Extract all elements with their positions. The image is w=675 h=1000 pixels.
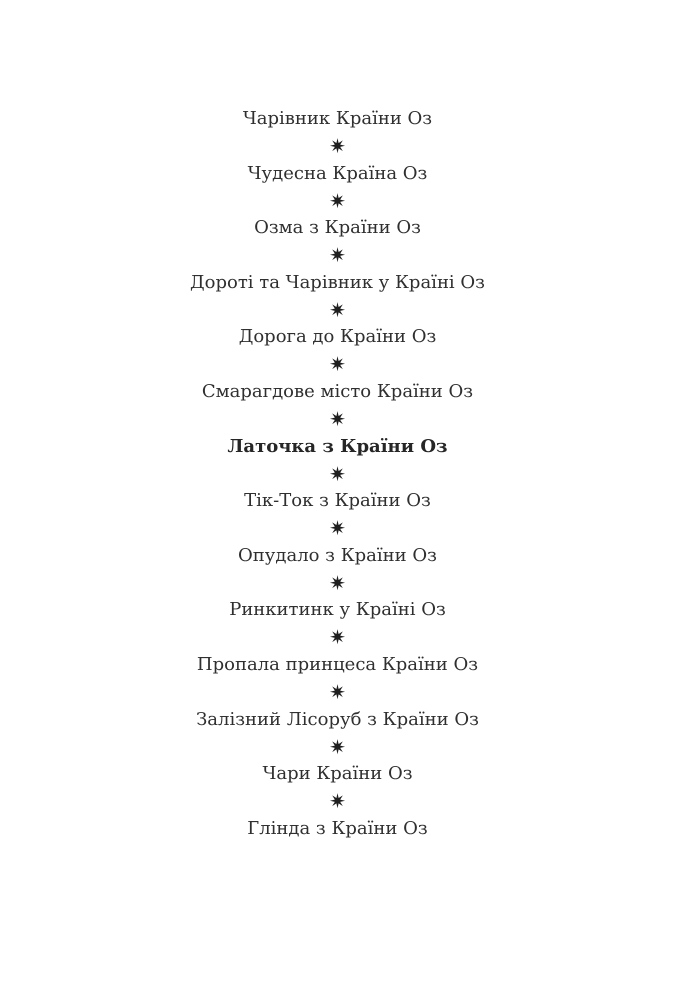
- series-title-list: [0, 106, 675, 842]
- series-title-item: [0, 106, 675, 161]
- star-separator-icon: ✷: [329, 734, 346, 759]
- star-separator-icon: ✷: [329, 461, 346, 486]
- book-title: Опудало з Країни Оз: [238, 544, 437, 566]
- series-title-item: [0, 488, 675, 543]
- book-title: Чарівник Країни Оз: [242, 108, 433, 129]
- star-separator-icon: ✷: [329, 188, 346, 213]
- book-title: Ринкитинк у Країні Оз: [229, 599, 446, 621]
- star-separator-icon: ✷: [329, 789, 346, 814]
- book-title: Озма з Країни Оз: [254, 217, 421, 239]
- star-separator-icon: ✷: [329, 516, 346, 541]
- series-title-item: [0, 270, 675, 325]
- star-separator-icon: ✷: [329, 134, 346, 158]
- book-title: Глінда з Країни Оз: [247, 817, 428, 839]
- current-book-title: Латочка з Країни Оз: [227, 435, 448, 457]
- book-title: Дорога до Країни Оз: [238, 326, 437, 348]
- series-title-item: [0, 761, 675, 816]
- book-title: Пропала принцеса Країни Оз: [196, 653, 479, 675]
- series-title-item: [0, 543, 675, 598]
- star-separator-icon: ✷: [329, 406, 346, 431]
- series-title-item: [0, 816, 675, 842]
- book-title: Чари Країни Оз: [262, 763, 413, 785]
- book-title: Тік-Ток з Країни Оз: [244, 490, 431, 512]
- series-title-item: [0, 161, 675, 216]
- book-title: Дороті та Чарівник у Країні Оз: [189, 271, 485, 293]
- book-title: Залізний Лісоруб з Країни Оз: [196, 708, 479, 730]
- series-title-item: [0, 597, 675, 652]
- book-title: Чудесна Країна Оз: [247, 162, 428, 184]
- book-title: Смарагдове місто Країни Оз: [201, 380, 474, 402]
- series-title-item: [0, 652, 675, 707]
- star-separator-icon: ✷: [329, 297, 346, 322]
- series-title-item: [0, 707, 675, 762]
- series-title-item: [0, 434, 675, 489]
- star-separator-icon: ✷: [329, 625, 346, 650]
- star-separator-icon: ✷: [329, 679, 346, 704]
- star-separator-icon: ✷: [329, 570, 346, 595]
- series-title-item: [0, 215, 675, 270]
- star-separator-icon: ✷: [329, 243, 346, 268]
- star-separator-icon: ✷: [329, 352, 346, 377]
- series-title-item: [0, 324, 675, 379]
- series-title-item: [0, 379, 675, 434]
